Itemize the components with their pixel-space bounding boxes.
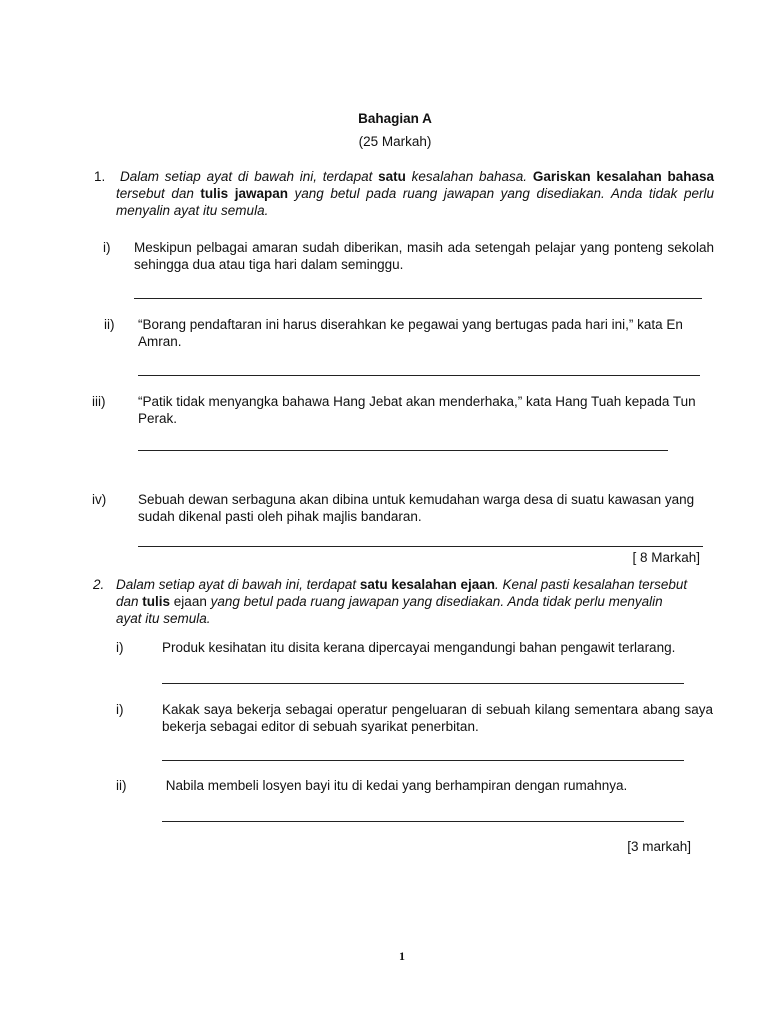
q1-instr-text: kesalahan bahasa. (405, 169, 533, 184)
q1-instr-text: yang betul pada ruang jawapan yang disediakan. Anda tidak perlu menyalin ayat itu semula. (116, 186, 714, 218)
q2-number: 2. (93, 577, 105, 592)
q2-item-number: i) (116, 640, 124, 655)
q2-item-text: Produk kesihatan itu disita kerana dipercayai mengandungi bahan pengawit terlarang. (162, 640, 676, 655)
answer-line[interactable] (162, 683, 684, 684)
q2-marks: [3 markah] (627, 839, 691, 854)
q1-item-text: Sebuah dewan serbaguna akan dibina untuk kemudahan warga desa di suatu kawasan yang sudah dikenal pasti oleh pihak majlis bandaran. (138, 492, 695, 524)
q1-instr-bold: tulis jawapan (200, 186, 288, 201)
q2-instr-text: yang betul pada ruang jawapan yang disediakan. Anda tidak perlu menyalin ayat itu semula. (116, 594, 663, 626)
q2-item-number: i) (116, 702, 124, 717)
q2-instr-text: ejaan (170, 594, 207, 609)
page-number: 1 (399, 949, 405, 963)
section-title: Bahagian A (358, 111, 432, 126)
q2-item-text: Kakak saya bekerja sebagai operatur pengeluaran di sebuah kilang sementara abang saya bekerja sebagai editor di sebuah syarikat penerbitan. (162, 702, 713, 734)
answer-line[interactable] (138, 375, 700, 376)
answer-line[interactable] (138, 546, 703, 547)
q2-instruction (116, 576, 688, 627)
q1-instr-bold: Gariskan kesalahan bahasa (532, 169, 715, 184)
q2-instr-text: Dalam setiap ayat di bawah ini, terdapat (116, 577, 360, 592)
q2-instr-text: . Kenal pasti kesalahan tersebut dan (116, 577, 688, 609)
q1-instr-bold: satu (378, 169, 406, 184)
section-marks: (25 Markah) (358, 134, 432, 149)
q1-item-number: i) (103, 240, 111, 255)
answer-line[interactable] (138, 450, 668, 451)
q1-instr-text: tersebut dan (116, 186, 201, 201)
answer-line[interactable] (162, 821, 684, 822)
q2-item-number: ii) (116, 778, 127, 793)
q1-item-text: Meskipun pelbagai amaran sudah diberikan, masih ada setengah pelajar yang ponteng sekolah sehingga dua atau tiga hari dalam seminggu. (134, 240, 714, 272)
q1-item-text: “Borang pendaftaran ini harus diserahkan ke pegawai yang bertugas pada hari ini,” kata En Amran. (138, 317, 683, 349)
q1-item-number: iii) (92, 394, 106, 409)
q1-instr-text: Dalam setiap ayat di bawah ini, terdapat (120, 169, 379, 184)
q2-instr-bold: satu kesalahan ejaan (359, 577, 495, 592)
q1-item-number: iv) (92, 492, 107, 507)
q1-item-text: “Patik tidak menyangka bahawa Hang Jebat akan menderhaka,” kata Hang Tuah kepada Tun Perak. (138, 394, 696, 426)
q1-marks: [ 8 Markah] (632, 550, 700, 565)
q1-item-number: ii) (104, 317, 115, 332)
q1-number: 1. (94, 169, 106, 184)
answer-line[interactable] (134, 298, 702, 299)
q2-item-text: Nabila membeli losyen bayi itu di kedai yang berhampiran dengan rumahnya. (162, 778, 628, 793)
answer-line[interactable] (162, 760, 684, 761)
q1-instruction (116, 168, 714, 219)
q2-instr-bold: tulis (142, 594, 171, 609)
